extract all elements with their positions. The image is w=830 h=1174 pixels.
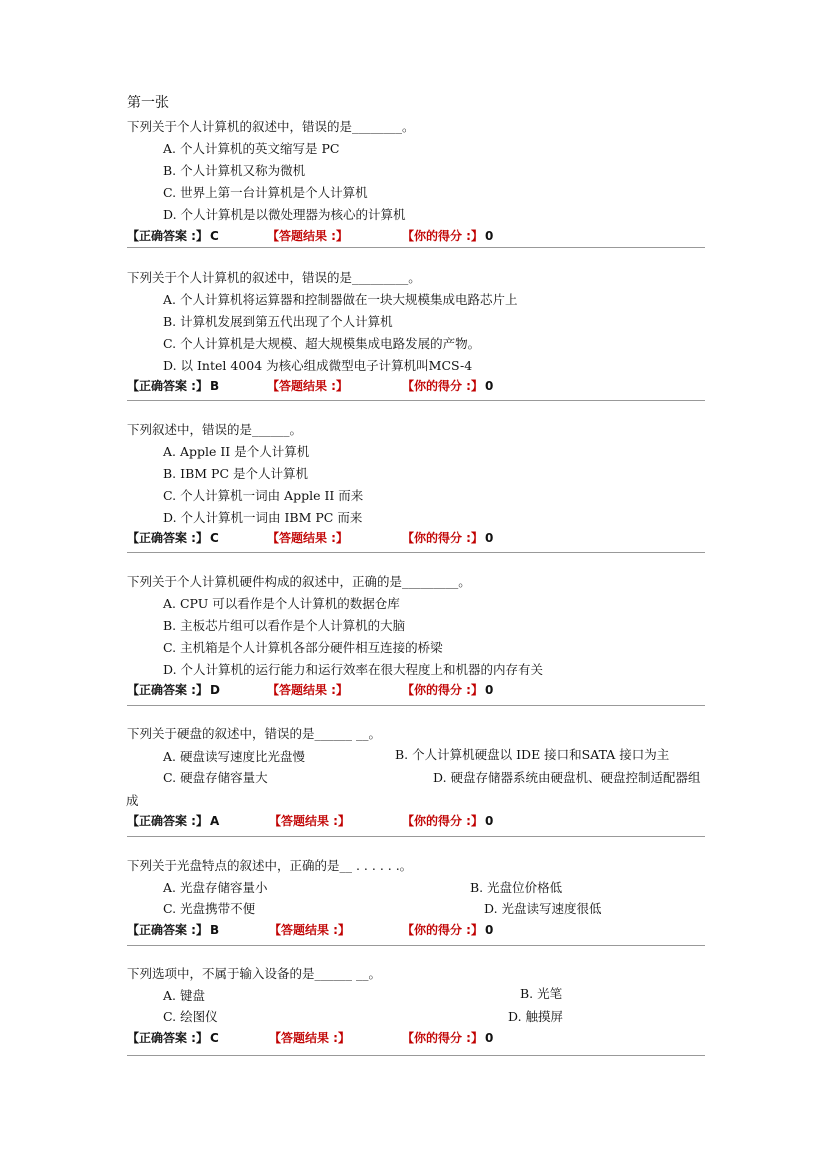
page-heading: 第一张 bbox=[127, 95, 169, 111]
option-a: A. 个人计算机的英文缩写是 PC bbox=[163, 141, 340, 156]
correct-answer-value: B bbox=[209, 923, 220, 937]
option-a: A. 硬盘读写速度比光盘慢 bbox=[163, 749, 305, 764]
answer-row bbox=[127, 921, 494, 938]
score-group bbox=[402, 681, 493, 698]
question-block-1 bbox=[127, 117, 705, 249]
question-block-2 bbox=[127, 268, 705, 402]
question-block-6 bbox=[127, 856, 705, 948]
score-group bbox=[402, 227, 493, 244]
question-text: 下列关于个人计算机的叙述中，错误的是________。 bbox=[127, 119, 415, 134]
correct-answer-value: C bbox=[209, 531, 219, 545]
question-text: 下列关于光盘特点的叙述中，正确的是__ . . . . . .。 bbox=[127, 858, 413, 873]
score-value: 0 bbox=[484, 379, 494, 393]
divider bbox=[127, 552, 705, 553]
score-value: 0 bbox=[484, 531, 494, 545]
question-text: 下列关于个人计算机的叙述中，错误的是_________。 bbox=[127, 270, 421, 285]
correct-answer-label: 【正确答案 :】 bbox=[127, 683, 208, 697]
divider bbox=[127, 836, 705, 837]
divider bbox=[127, 705, 705, 706]
option-d: D. 个人计算机一词由 IBM PC 而来 bbox=[163, 510, 363, 525]
option-d-continuation: 成 bbox=[126, 793, 139, 808]
result-label: 【答题结果 :】 bbox=[269, 1031, 350, 1045]
correct-answer-label: 【正确答案 :】 bbox=[127, 923, 208, 937]
divider bbox=[127, 945, 705, 946]
option-c: C. 绘图仪 bbox=[163, 1009, 218, 1024]
correct-answer-label: 【正确答案 :】 bbox=[127, 531, 208, 545]
option-b: B. 计算机发展到第五代出现了个人计算机 bbox=[163, 314, 393, 329]
correct-answer-value: D bbox=[209, 683, 220, 697]
question-text: 下列关于个人计算机硬件构成的叙述中，正确的是_________。 bbox=[127, 574, 471, 589]
result-label: 【答题结果 :】 bbox=[267, 229, 348, 243]
option-b: B. 个人计算机又称为微机 bbox=[163, 163, 306, 178]
option-a: A. 键盘 bbox=[163, 988, 205, 1003]
option-d: D. 个人计算机是以微处理器为核心的计算机 bbox=[163, 207, 406, 222]
option-d: D. 光盘读写速度很低 bbox=[484, 901, 602, 916]
option-c: C. 个人计算机是大规模、超大规模集成电路发展的产物。 bbox=[163, 336, 481, 351]
result-label: 【答题结果 :】 bbox=[267, 379, 348, 393]
answer-row bbox=[127, 377, 494, 394]
score-label: 【你的得分 :】 bbox=[402, 531, 483, 545]
correct-answer-value: B bbox=[209, 379, 220, 393]
score-label: 【你的得分 :】 bbox=[402, 379, 483, 393]
score-group bbox=[402, 529, 493, 546]
correct-answer-label: 【正确答案 :】 bbox=[127, 229, 208, 243]
correct-answer-value: A bbox=[209, 814, 220, 828]
divider bbox=[127, 1055, 705, 1056]
answer-row bbox=[127, 227, 494, 244]
score-label: 【你的得分 :】 bbox=[402, 923, 483, 937]
answer-row bbox=[127, 681, 494, 698]
option-a: A. 个人计算机将运算器和控制器做在一块大规模集成电路芯片上 bbox=[163, 292, 518, 307]
score-label: 【你的得分 :】 bbox=[402, 683, 483, 697]
correct-answer-label: 【正确答案 :】 bbox=[127, 379, 208, 393]
result-label: 【答题结果 :】 bbox=[269, 814, 350, 828]
divider bbox=[127, 247, 705, 248]
option-d: D. 个人计算机的运行能力和运行效率在很大程度上和机器的内存有关 bbox=[163, 662, 544, 677]
score-label: 【你的得分 :】 bbox=[402, 229, 483, 243]
option-a: A. 光盘存储容量小 bbox=[163, 880, 268, 895]
score-label: 【你的得分 :】 bbox=[402, 1031, 483, 1045]
option-c: C. 主机箱是个人计算机各部分硬件相互连接的桥梁 bbox=[163, 640, 443, 655]
score-label: 【你的得分 :】 bbox=[402, 814, 483, 828]
option-b: B. 主板芯片组可以看作是个人计算机的大脑 bbox=[163, 618, 406, 633]
option-c: C. 个人计算机一词由 Apple II 而来 bbox=[163, 488, 364, 503]
option-b: B. 个人计算机硬盘以 IDE 接口和SATA 接口为主 bbox=[395, 747, 670, 762]
score-value: 0 bbox=[484, 1031, 494, 1045]
result-label: 【答题结果 :】 bbox=[267, 683, 348, 697]
answer-row bbox=[127, 529, 494, 546]
correct-answer-label: 【正确答案 :】 bbox=[127, 814, 208, 828]
correct-answer-value: C bbox=[209, 229, 219, 243]
correct-answer-value: C bbox=[209, 1031, 219, 1045]
score-group bbox=[402, 921, 493, 938]
score-value: 0 bbox=[484, 229, 494, 243]
option-d: D. 以 Intel 4004 为核心组成微型电子计算机叫MCS-4 bbox=[163, 358, 473, 373]
option-d: D. 触摸屏 bbox=[508, 1009, 564, 1024]
score-value: 0 bbox=[484, 923, 494, 937]
score-group bbox=[402, 812, 493, 829]
option-c: C. 硬盘存储容量大 bbox=[163, 770, 268, 785]
question-text: 下列关于硬盘的叙述中，错误的是______ __。 bbox=[127, 726, 381, 741]
question-text: 下列叙述中，错误的是______。 bbox=[127, 422, 303, 437]
question-block-4 bbox=[127, 572, 705, 706]
question-block-5 bbox=[127, 724, 705, 838]
score-group bbox=[402, 1029, 493, 1046]
option-d: D. 硬盘存储器系统由硬盘机、硬盘控制适配器组 bbox=[433, 770, 701, 785]
option-a: A. CPU 可以看作是个人计算机的数据仓库 bbox=[163, 596, 400, 611]
option-a: A. Apple II 是个人计算机 bbox=[163, 444, 310, 459]
answer-row bbox=[127, 1029, 494, 1046]
option-c: C. 世界上第一台计算机是个人计算机 bbox=[163, 185, 368, 200]
result-label: 【答题结果 :】 bbox=[267, 531, 348, 545]
question-block-7 bbox=[127, 964, 705, 1058]
question-block-3 bbox=[127, 420, 705, 554]
result-label: 【答题结果 :】 bbox=[269, 923, 350, 937]
option-b: B. IBM PC 是个人计算机 bbox=[163, 466, 308, 481]
score-value: 0 bbox=[484, 814, 494, 828]
option-b: B. 光笔 bbox=[520, 986, 563, 1001]
question-text: 下列选项中，不属于输入设备的是______ __。 bbox=[127, 966, 381, 981]
score-group bbox=[402, 377, 493, 394]
answer-row bbox=[127, 812, 494, 829]
correct-answer-label: 【正确答案 :】 bbox=[127, 1031, 208, 1045]
option-b: B. 光盘位价格低 bbox=[470, 880, 563, 895]
option-c: C. 光盘携带不便 bbox=[163, 901, 256, 916]
divider bbox=[127, 400, 705, 401]
score-value: 0 bbox=[484, 683, 494, 697]
